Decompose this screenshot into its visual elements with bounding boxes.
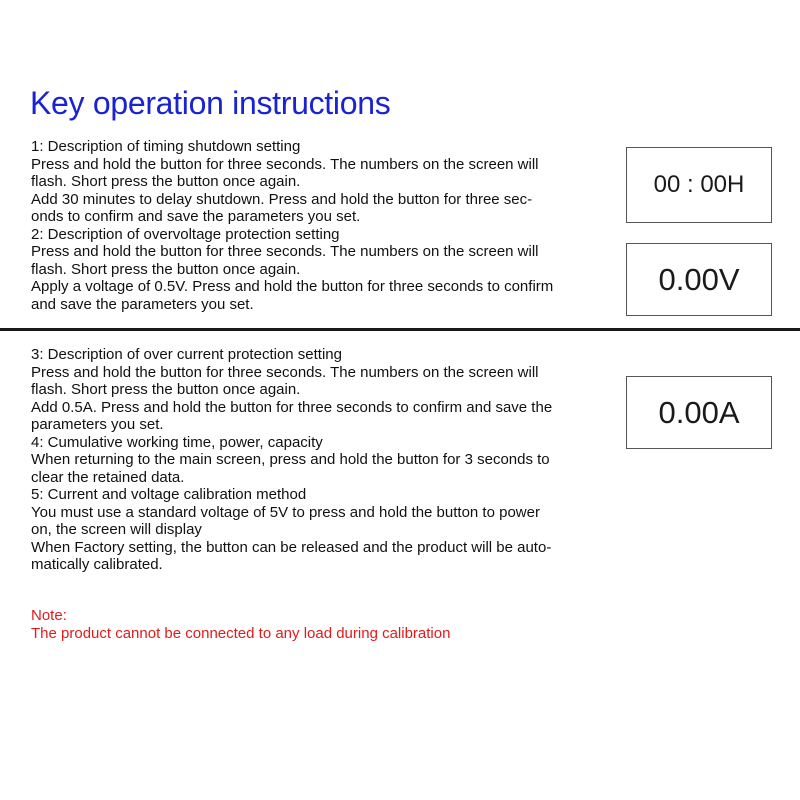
section-heading-calibration: 5: Current and voltage calibration method <box>31 486 307 503</box>
instruction-line: Press and hold the button for three seconds. The numbers on the screen will <box>31 363 539 381</box>
instruction-line: Press and hold the button for three seconds. The numbers on the screen will <box>31 243 539 260</box>
note-label: Note: <box>31 607 67 624</box>
instruction-line: You must use a standard voltage of 5V to press and hold the button to power <box>31 503 540 521</box>
voltage-display-value: 0.00V <box>658 261 740 297</box>
instruction-line: When Factory setting, the button can be released and the product will be auto- <box>31 538 552 556</box>
section-divider <box>0 328 800 331</box>
page-title: Key operation instructions <box>30 85 391 121</box>
instruction-line: parameters you set. <box>31 416 164 433</box>
instruction-line: Add 0.5A. Press and hold the button for three seconds to confirm and save the <box>31 398 553 416</box>
timer-display <box>626 147 772 223</box>
instruction-line: flash. Short press the button once again. <box>31 173 301 190</box>
voltage-display <box>626 243 772 316</box>
instruction-line: on, the screen will display <box>31 521 202 538</box>
current-display-value: 0.00A <box>658 394 740 430</box>
current-display <box>626 376 772 449</box>
timer-display-value: 00 : 00H <box>653 171 745 198</box>
instruction-line: When returning to the main screen, press and hold the button for 3 seconds to <box>31 451 550 468</box>
calibration-note <box>31 607 450 642</box>
section-heading-overvoltage: 2: Description of overvoltage protection setting <box>31 225 340 243</box>
instruction-line: and save the parameters you set. <box>31 295 254 313</box>
instruction-line: Apply a voltage of 0.5V. Press and hold the button for three seconds to confirm <box>31 278 554 295</box>
instruction-line: clear the retained data. <box>31 468 185 486</box>
instructions-section-two <box>31 346 552 574</box>
instruction-line: flash. Short press the button once again. <box>31 381 301 398</box>
instruction-line: Press and hold the button for three seconds. The numbers on the screen will <box>31 155 539 173</box>
section-heading-overcurrent: 3: Description of over current protection setting <box>31 346 342 363</box>
note-text: The product cannot be connected to any load during calibration <box>31 624 451 642</box>
section-heading-timing-shutdown: 1: Description of timing shutdown setting <box>31 138 301 155</box>
instruction-line: flash. Short press the button once again. <box>31 260 301 278</box>
section-heading-cumulative: 4: Cumulative working time, power, capacity <box>31 433 323 451</box>
instruction-line: matically calibrated. <box>31 556 163 573</box>
instruction-line: Add 30 minutes to delay shutdown. Press and hold the button for three sec- <box>31 190 533 208</box>
instruction-line: onds to confirm and save the parameters you set. <box>31 208 361 225</box>
instructions-section-one <box>31 138 553 313</box>
